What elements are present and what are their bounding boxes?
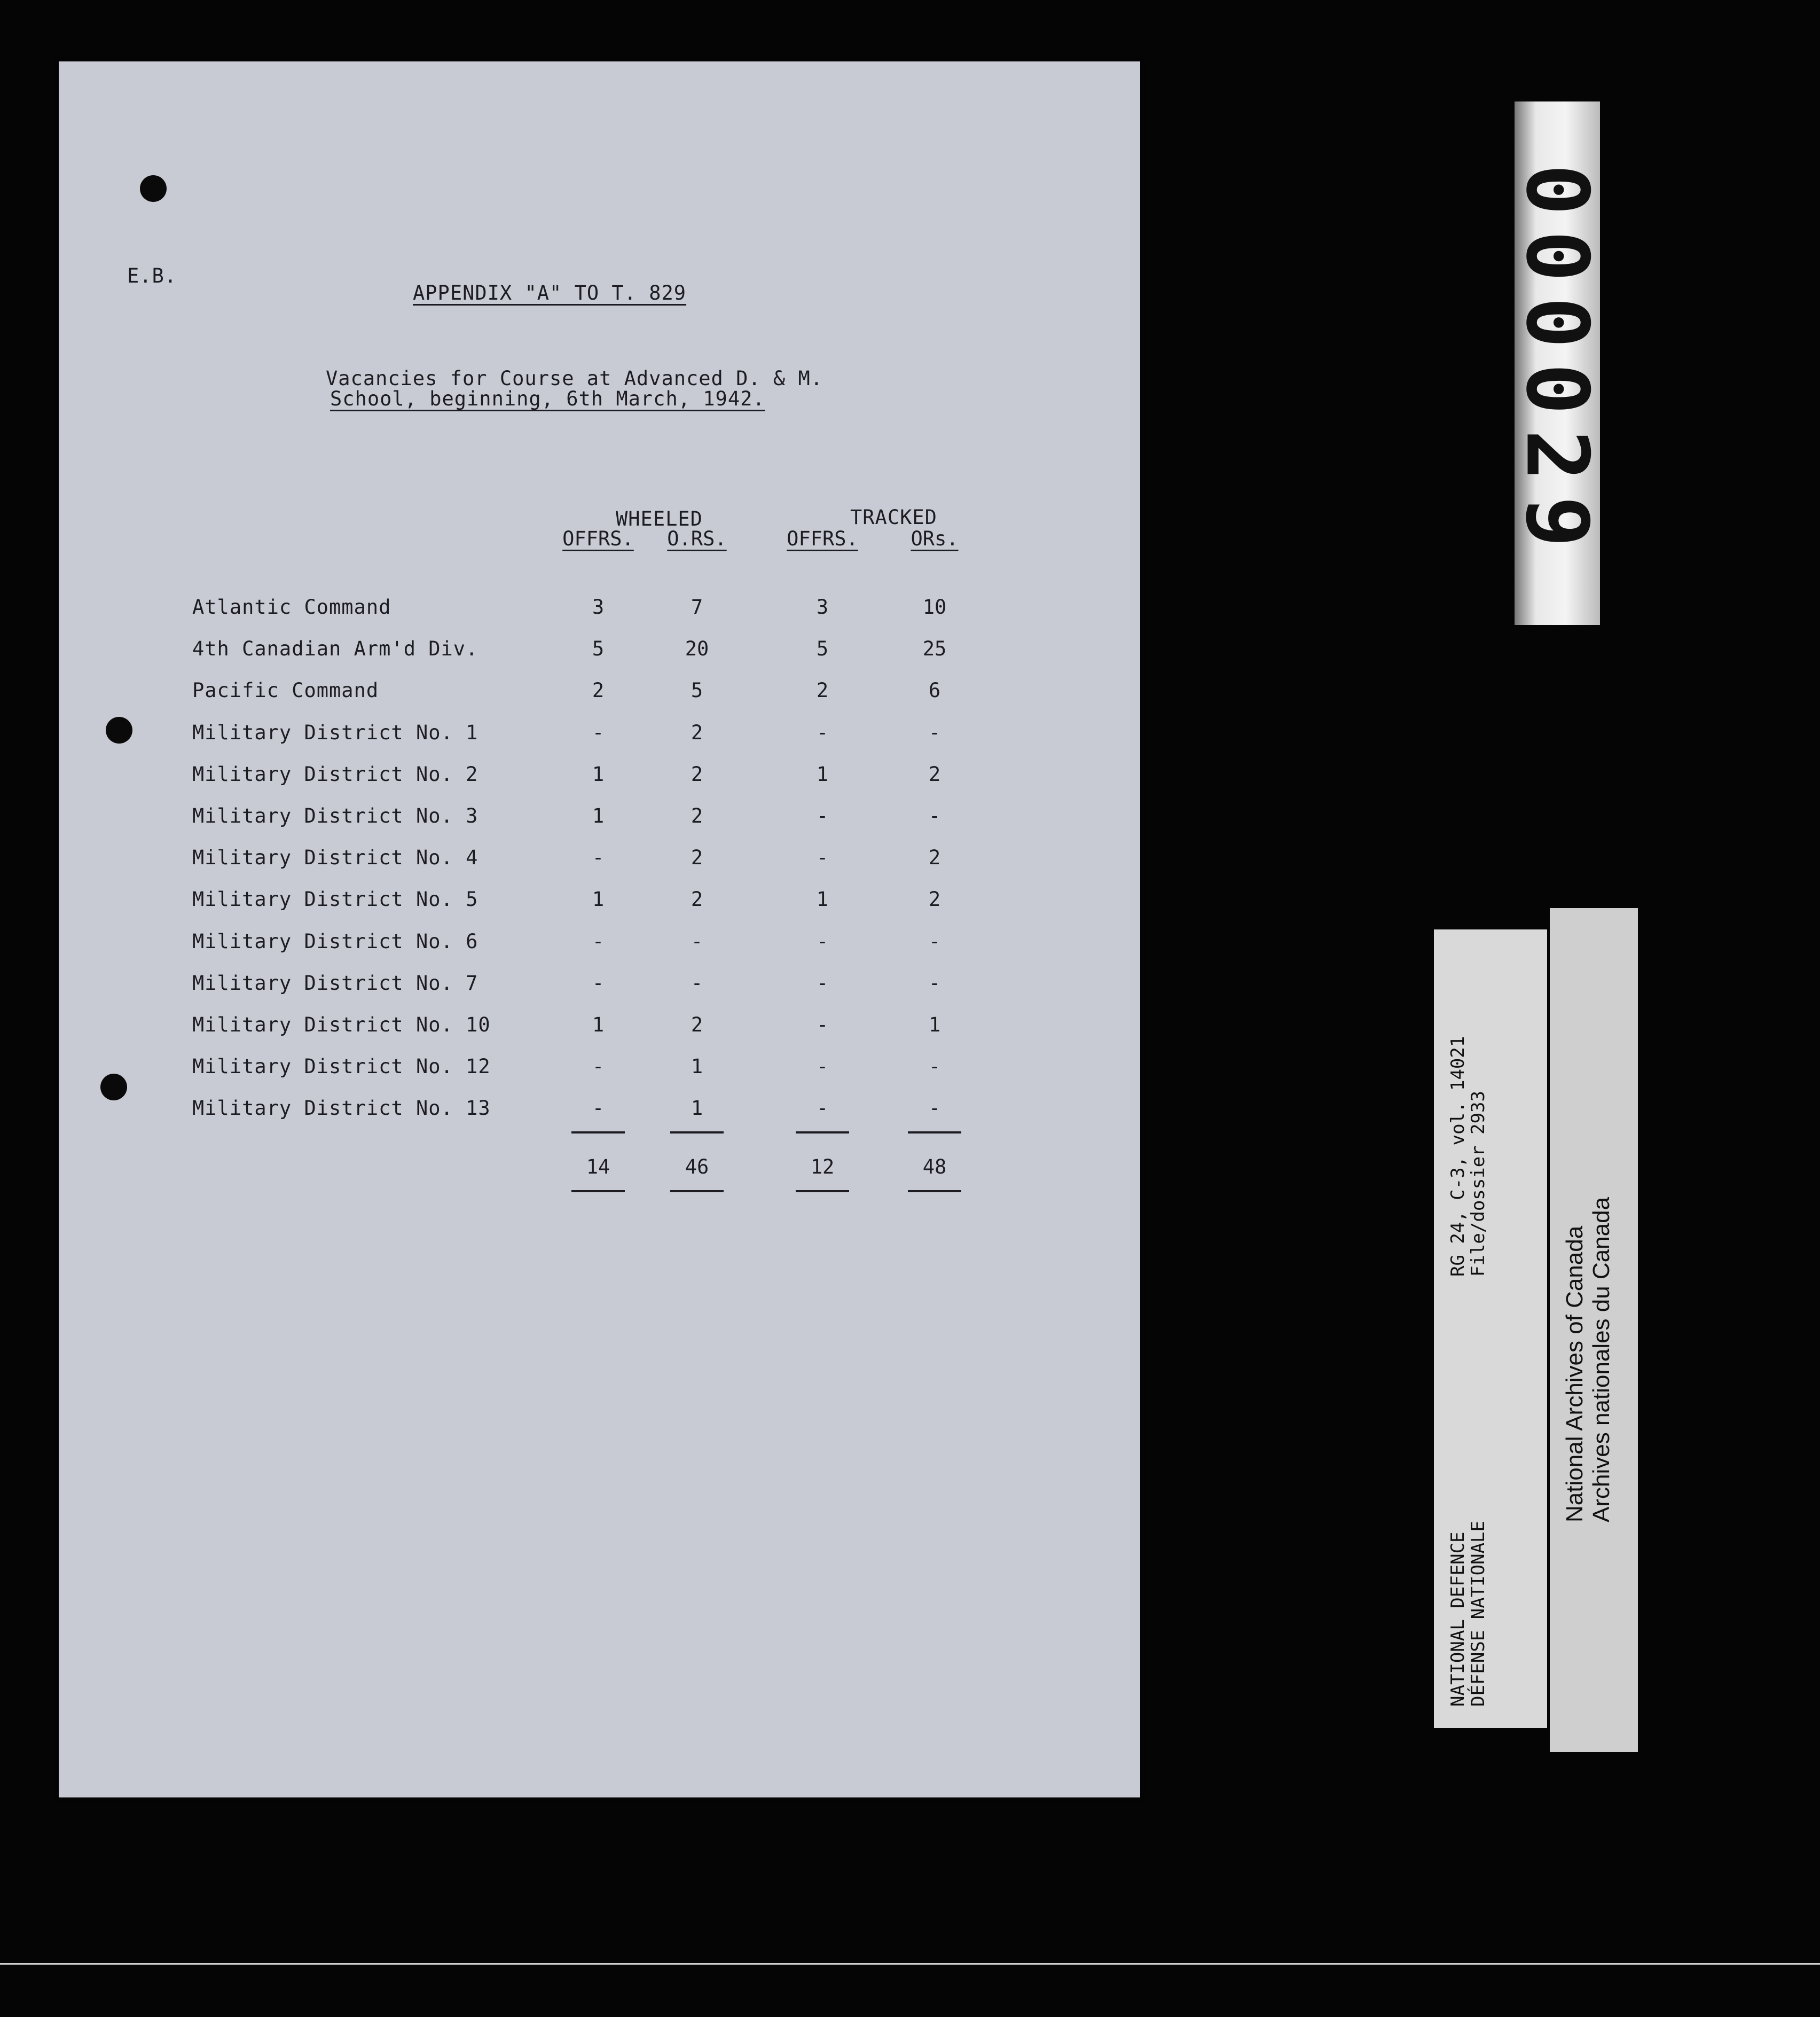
- row-label: Military District No. 3: [192, 804, 478, 827]
- appendix-title: APPENDIX "A" TO T. 829: [413, 282, 687, 304]
- total-rule-bottom: [796, 1190, 849, 1192]
- table-cell: -: [592, 1097, 605, 1120]
- total-rule-top: [670, 1131, 724, 1133]
- frame-number: 000029: [1507, 164, 1607, 562]
- table-cell: 2: [691, 1013, 703, 1036]
- row-label: Military District No. 12: [192, 1055, 491, 1078]
- table-cell: 2: [816, 679, 829, 702]
- punch-hole-middle: [106, 717, 132, 744]
- table-cell: -: [816, 721, 829, 744]
- total-cell: 48: [922, 1155, 947, 1179]
- table-cell: -: [928, 929, 941, 953]
- table-cell: 1: [592, 1013, 605, 1036]
- table-cell: 2: [691, 888, 703, 911]
- table-cell: -: [592, 971, 605, 995]
- table-cell: 3: [816, 596, 829, 619]
- table-cell: -: [691, 929, 703, 953]
- column-header: OFFRS.: [562, 527, 634, 550]
- table-cell: 2: [691, 804, 703, 827]
- table-cell: -: [816, 971, 829, 995]
- archive-reference-label: [1434, 929, 1547, 1728]
- row-label: Military District No. 13: [192, 1097, 491, 1120]
- row-label: 4th Canadian Arm'd Div.: [192, 637, 478, 661]
- table-cell: 2: [928, 888, 941, 911]
- total-rule-top: [796, 1131, 849, 1133]
- table-cell: -: [592, 721, 605, 744]
- table-cell: -: [816, 1013, 829, 1036]
- total-rule-bottom: [571, 1190, 625, 1192]
- table-cell: 2: [928, 762, 941, 786]
- initials: E.B.: [127, 264, 177, 287]
- total-rule-top: [571, 1131, 625, 1133]
- total-cell: 46: [685, 1155, 709, 1179]
- table-cell: -: [816, 846, 829, 870]
- total-rule-top: [908, 1131, 961, 1133]
- table-cell: -: [928, 804, 941, 827]
- table-cell: 1: [592, 888, 605, 911]
- table-cell: 1: [816, 762, 829, 786]
- table-cell: 5: [691, 679, 703, 702]
- archives-canada-text: National Archives of Canada Archives nationales du Canada: [1562, 1197, 1614, 1522]
- table-cell: -: [592, 1055, 605, 1078]
- film-edge-line: [0, 1963, 1820, 1965]
- wheeled-group-header: WHEELED: [616, 507, 703, 530]
- punch-hole-bottom: [100, 1074, 127, 1100]
- table-cell: -: [928, 721, 941, 744]
- table-cell: -: [816, 1097, 829, 1120]
- punch-hole-top: [140, 175, 167, 202]
- table-cell: 3: [592, 596, 605, 619]
- row-label: Military District No. 2: [192, 762, 478, 786]
- total-rule-bottom: [670, 1190, 724, 1192]
- table-cell: 1: [592, 804, 605, 827]
- total-cell: 14: [586, 1155, 610, 1179]
- column-header: O.RS.: [667, 527, 727, 550]
- column-header: ORs.: [911, 527, 959, 550]
- table-cell: 20: [685, 637, 709, 661]
- table-cell: 1: [816, 888, 829, 911]
- row-label: Pacific Command: [192, 679, 379, 702]
- table-cell: -: [928, 971, 941, 995]
- subtitle-line-2: School, beginning, 6th March, 1942.: [330, 387, 765, 410]
- table-cell: -: [592, 929, 605, 953]
- reference-text: RG 24, C-3, vol. 14021 File/dossier 2933: [1447, 1036, 1489, 1277]
- archives-canada-label: [1550, 908, 1638, 1752]
- total-rule-bottom: [908, 1190, 961, 1192]
- table-cell: 2: [691, 762, 703, 786]
- row-label: Military District No. 1: [192, 721, 478, 744]
- row-label: Military District No. 4: [192, 846, 478, 870]
- row-label: Military District No. 6: [192, 929, 478, 953]
- row-label: Military District No. 10: [192, 1013, 491, 1036]
- table-cell: -: [816, 1055, 829, 1078]
- row-label: Military District No. 5: [192, 888, 478, 911]
- table-cell: -: [592, 846, 605, 870]
- table-cell: 2: [691, 846, 703, 870]
- column-header: OFFRS.: [787, 527, 858, 550]
- row-label: Military District No. 7: [192, 971, 478, 995]
- table-cell: -: [691, 971, 703, 995]
- table-cell: 2: [928, 846, 941, 870]
- table-cell: 5: [592, 637, 605, 661]
- table-cell: 25: [922, 637, 947, 661]
- table-cell: 1: [691, 1055, 703, 1078]
- frame-number-strip: [1507, 101, 1607, 625]
- table-cell: -: [816, 929, 829, 953]
- table-cell: 1: [592, 762, 605, 786]
- table-cell: 7: [691, 596, 703, 619]
- tracked-group-header: TRACKED: [850, 506, 937, 529]
- table-cell: -: [928, 1055, 941, 1078]
- subtitle-line-1: Vacancies for Course at Advanced D. & M.: [326, 367, 823, 390]
- table-cell: 1: [691, 1097, 703, 1120]
- table-cell: 2: [592, 679, 605, 702]
- table-cell: 1: [928, 1013, 941, 1036]
- table-cell: 6: [928, 679, 941, 702]
- table-cell: 10: [922, 596, 947, 619]
- document-sheet: [59, 61, 1140, 1797]
- table-cell: 2: [691, 721, 703, 744]
- table-cell: 5: [816, 637, 829, 661]
- table-cell: -: [928, 1097, 941, 1120]
- department-text: NATIONAL DEFENCE DÉFENSE NATIONALE: [1447, 1521, 1489, 1707]
- table-cell: -: [816, 804, 829, 827]
- total-cell: 12: [810, 1155, 835, 1179]
- row-label: Atlantic Command: [192, 596, 391, 619]
